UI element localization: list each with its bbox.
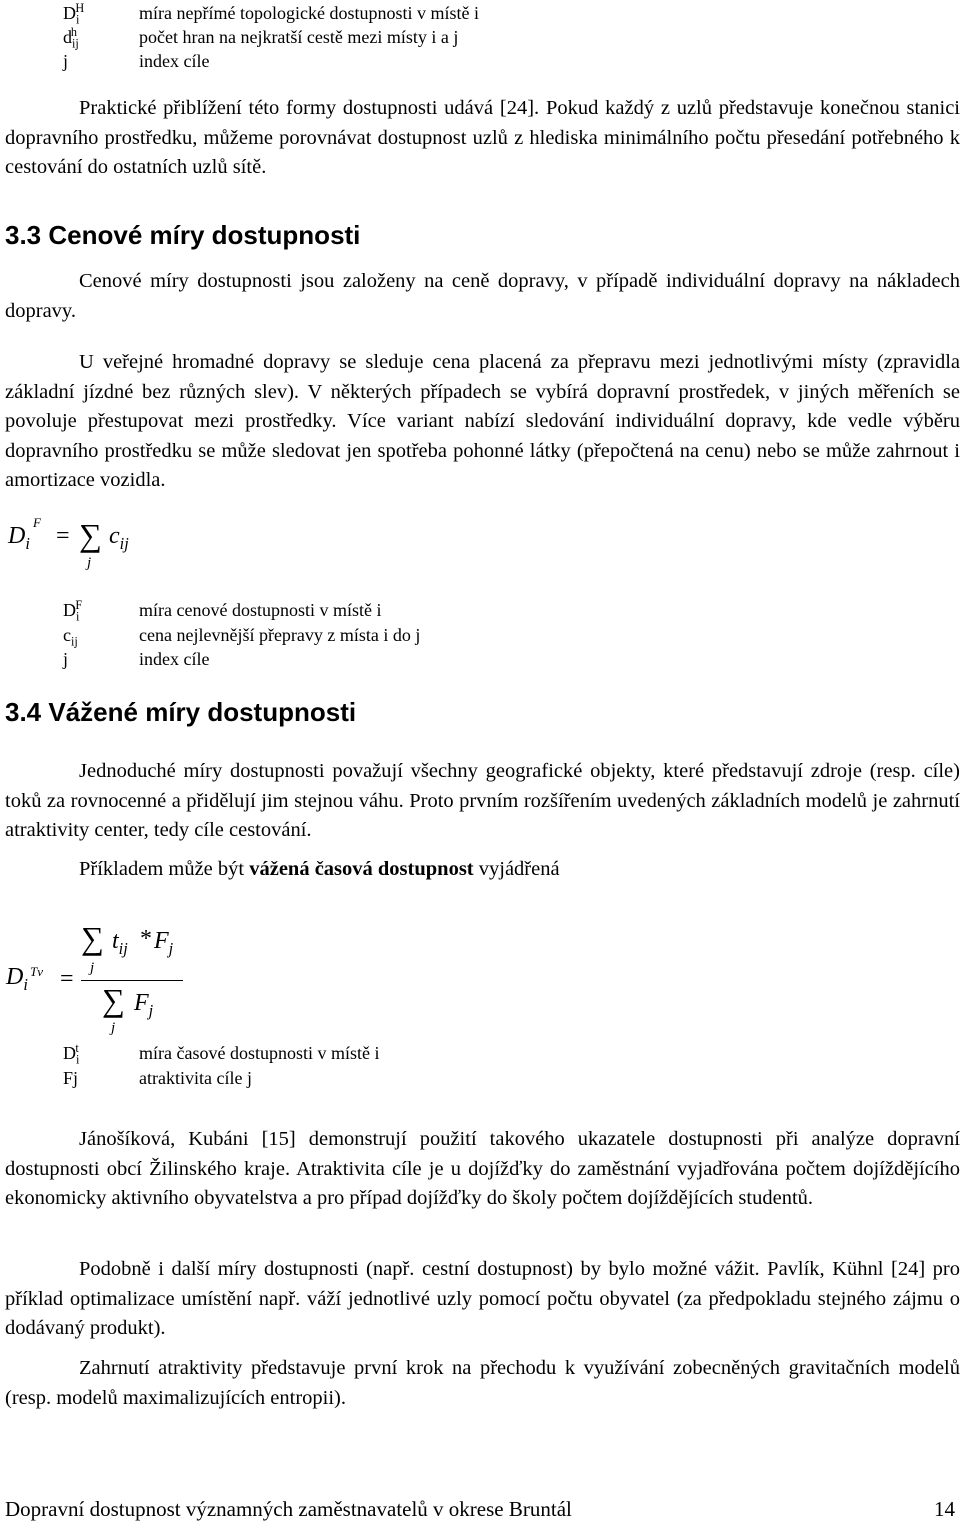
formula-numerator-f: $F_j$ [154,928,174,958]
legend-symbol: Fj [63,1068,79,1088]
page-number: 14 [934,1497,955,1521]
legend-description: míra cenové dostupnosti v místě i [139,600,382,620]
formula-denominator-f: $F_j$ [134,990,154,1020]
page-footer [5,1497,955,1522]
paragraph: Jánošíková, Kubáni [15] demonstrují použití takového ukazatele dostupnosti při analýze dopravní dostupnosti obcí Žilinského kraje. Atraktivita cíle je u dojížďky do zaměstnání vyjadřována počtem dojíždějícího ekonomicky aktivního obyvatelstva a pro případ dojížďky do školy počtem dojíždějících studentů. [5,1128,960,1210]
legend-symbol: j [63,51,69,71]
formula-lhs: $D_i$ [8,523,30,553]
legend-description: cena nejlevnější přepravy z místa i do j [139,625,421,645]
paragraph: Cenové míry dostupnosti jsou založeny na ceně dopravy, v případě individuální dopravy na nákladech dopravy. [5,270,960,322]
legend-description: index cíle [139,649,210,669]
formula-equals: = [60,966,74,992]
legend-symbol: $D_i^t$ [63,1041,80,1067]
formula-equals: = [56,523,70,549]
paragraph: Podobně i další míry dostupnosti (např. cestní dostupnost) by bylo možné vážit. Pavlík, Kühnl [24] pro příklad optimalizace umístění např. váží jednotlivé uzly pomocí počtu obyvatel (za předpokladu stejného zájmu o dodávaný produkt). [5,1258,960,1340]
paragraph: U veřejné hromadné dopravy se sleduje cena placená za přepravu mezi jednotlivými místy (zpravidla základní jízdné bez různých slev). V některých případech se vybírá dopravní prostředek, v jiných měřeních se povoluje přestupovat mezi prostředky. Více variant nabízí sledování individuální dopravy, kde vedle výběru dopravního prostředku se může sledovat jen spotřeba pohonné látky (přepočtená na cenu) nebo se může zahrnout i amortizace vozidla. [5,351,960,492]
sum-index: j [111,1020,116,1036]
formula-weighted-accessibility [6,920,206,1040]
footer-title: Dopravní dostupnost významných zaměstnavatelů v okrese Bruntál [5,1497,572,1521]
formula-superscript: F [33,515,41,530]
section-heading: 3.3 Cenové míry dostupnosti [5,220,361,250]
formula-lhs: $D_i$ [6,964,28,994]
paragraph: Jednoduché míry dostupnosti považují všechny geografické objekty, které představují zdroje (resp. cíle) toků za rovnocenné a přidělují jim stejnou váhu. Proto prvním rozšířením uvedených základních modelů je zahrnutí atraktivity center, tedy cíle cestování. [5,760,960,842]
legend-description: index cíle [139,51,210,71]
formula-price-accessibility [8,515,168,575]
formula-superscript: Tv [30,964,43,979]
legend-symbol: $D_i^F$ [63,598,83,624]
legend-symbol: $d_{ij}^h$ [63,25,79,51]
sum-symbol: ∑ [81,920,104,956]
legend-symbol: j [63,649,69,669]
legend-description: míra nepřímé topologické dostupnosti v místě i [139,3,479,23]
paragraph: Zahrnutí atraktivity představuje první krok na přechodu k využívání zobecněných gravitačních modelů (resp. modelů maximalizujících entropii). [5,1357,960,1409]
legend-symbol: $D_i^H$ [63,1,85,27]
paragraph: Praktické přiblížení této formy dostupnosti udává [24]. Pokud každý z uzlů představuje konečnou stanici dopravního prostředku, můžeme porovnávat dostupnost uzlů z hlediska minimálního počtu přesedání potřebného k cestování do ostatních uzlů sítě. [5,97,960,179]
section-heading: 3.4 Vážené míry dostupnosti [5,697,357,727]
legend-description: atraktivita cíle j [139,1068,252,1088]
legend-symbol: $c_{ij}$ [63,625,78,649]
fraction-bar [81,980,183,981]
sum-index: j [87,555,92,571]
sum-symbol: ∑ [79,517,102,553]
formula-multiply: * [140,926,152,952]
legend-description: míra časové dostupnosti v místě i [139,1043,380,1063]
paragraph: Příkladem může být vážená časová dostupnost vyjádřená [79,858,560,880]
formula-numerator-t: $t_{ij}$ [112,928,128,958]
legend-description: počet hran na nejkratší cestě mezi místy i a j [139,27,459,47]
formula-rhs: $c_{ij}$ [109,523,129,553]
sum-symbol: ∑ [102,982,125,1018]
sum-index: j [90,960,95,976]
